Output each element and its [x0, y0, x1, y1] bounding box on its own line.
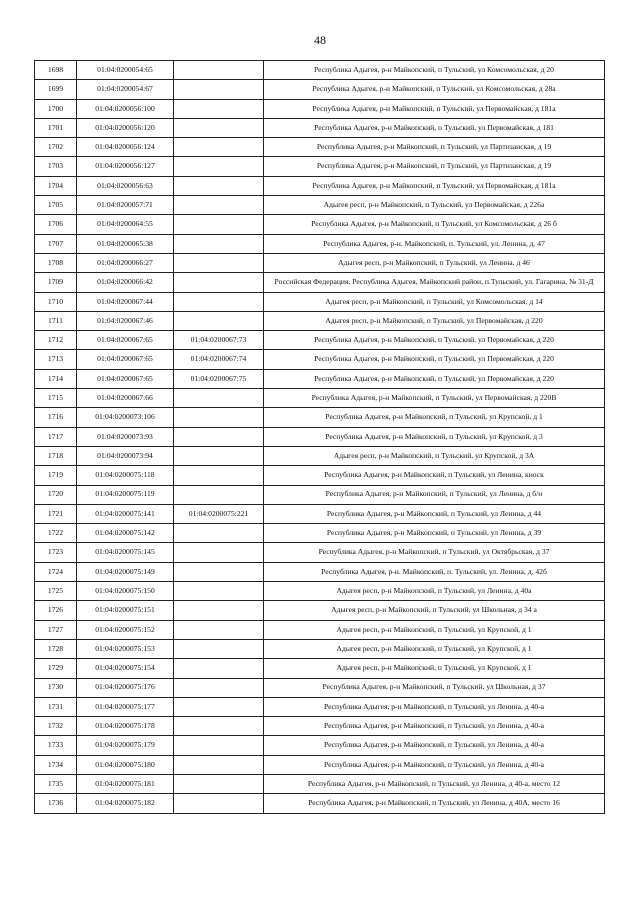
- row-number-cell: 1736: [35, 794, 77, 813]
- address-cell: Республика Адыгея, р-н Майкопский, п Тульский, ул Первомайская, д 181: [264, 118, 605, 137]
- cadastral-number-cell: 01:04:0200054:65: [77, 61, 174, 80]
- cadastral-number-cell: 01:04:0200056:100: [77, 99, 174, 118]
- table-row: [35, 485, 605, 504]
- cadastral-number-cell: 01:04:0200054:67: [77, 80, 174, 99]
- cadastral-number-cell: 01:04:0200075:180: [77, 755, 174, 774]
- related-cadastral-number-cell: [174, 485, 264, 504]
- cadastral-number-cell: 01:04:0200056:63: [77, 176, 174, 195]
- table-row: [35, 427, 605, 446]
- address-cell: Республика Адыгея, р-н Майкопский, п Тульский, ул Партизанская, д 19: [264, 157, 605, 176]
- table-row: [35, 543, 605, 562]
- related-cadastral-number-cell: [174, 196, 264, 215]
- address-cell: Адыгея респ, р-н Майкопский, п Тульский, ул Ленина, д 46: [264, 253, 605, 272]
- related-cadastral-number-cell: [174, 774, 264, 793]
- row-number-cell: 1727: [35, 620, 77, 639]
- cadastral-number-cell: 01:04:0200067:46: [77, 311, 174, 330]
- address-cell: Республика Адыгея, р-н Майкопский, п Тульский, ул Ленина, д 39: [264, 524, 605, 543]
- table-row: [35, 80, 605, 99]
- related-cadastral-number-cell: [174, 138, 264, 157]
- cadastral-number-cell: 01:04:0200075:176: [77, 678, 174, 697]
- table-row: [35, 755, 605, 774]
- address-cell: Республика Адыгея, р-н Майкопский, п Тульский, ул Первомайская, д 220: [264, 350, 605, 369]
- row-number-cell: 1732: [35, 717, 77, 736]
- address-cell: Республика Адыгея, р-н Майкопский, п Тульский, ул Комсомольская, д 28а: [264, 80, 605, 99]
- related-cadastral-number-cell: [174, 427, 264, 446]
- related-cadastral-number-cell: [174, 736, 264, 755]
- table-row: [35, 408, 605, 427]
- row-number-cell: 1719: [35, 466, 77, 485]
- table-row: [35, 118, 605, 137]
- related-cadastral-number-cell: [174, 408, 264, 427]
- cadastral-number-cell: 01:04:0200075:145: [77, 543, 174, 562]
- address-cell: Адыгея респ, р-н Майкопский, п Тульский, ул Ленина, д 40а: [264, 582, 605, 601]
- register-table-body: [35, 61, 605, 814]
- related-cadastral-number-cell: [174, 157, 264, 176]
- table-row: [35, 601, 605, 620]
- table-row: [35, 446, 605, 465]
- page-number: 48: [314, 33, 326, 47]
- table-row: [35, 582, 605, 601]
- row-number-cell: 1721: [35, 504, 77, 523]
- table-row: [35, 99, 605, 118]
- cadastral-number-cell: 01:04:0200073:106: [77, 408, 174, 427]
- table-row: [35, 639, 605, 658]
- related-cadastral-number-cell: [174, 755, 264, 774]
- address-cell: Адыгея респ, р-н Майкопский, п Тульский, ул Первомайская, д 220: [264, 311, 605, 330]
- row-number-cell: 1723: [35, 543, 77, 562]
- address-cell: Республика Адыгея, р-н Майкопский, п Тульский, ул Ленина, киоск: [264, 466, 605, 485]
- row-number-cell: 1726: [35, 601, 77, 620]
- address-cell: Республика Адыгея, р-н. Майкопский, п. Тульский, ул. Ленина, д. 47: [264, 234, 605, 253]
- address-cell: Адыгея респ, р-н Майкопский, п Тульский, ул Первомайская, д 226а: [264, 196, 605, 215]
- address-cell: Республика Адыгея, р-н Майкопский, п Тульский, ул Ленина, д б/н: [264, 485, 605, 504]
- address-cell: Республика Адыгея, р-н Майкопский, п Тульский, ул Ленина, д 40-а: [264, 697, 605, 716]
- row-number-cell: 1713: [35, 350, 77, 369]
- related-cadastral-number-cell: [174, 697, 264, 716]
- table-row: [35, 466, 605, 485]
- address-cell: Республика Адыгея, р-н Майкопский, п Тульский, ул Первомайская, д 220: [264, 369, 605, 388]
- cadastral-number-cell: 01:04:0200067:65: [77, 369, 174, 388]
- row-number-cell: 1728: [35, 639, 77, 658]
- address-cell: Республика Адыгея, р-н Майкопский, п Тульский, ул Ленина, д 40-а: [264, 717, 605, 736]
- related-cadastral-number-cell: 01:04:0200075:221: [174, 504, 264, 523]
- address-cell: Республика Адыгея, р-н Майкопский, п Тульский, ул Ленина, д 40-а, место 12: [264, 774, 605, 793]
- cadastral-number-cell: 01:04:0200066:27: [77, 253, 174, 272]
- related-cadastral-number-cell: [174, 176, 264, 195]
- related-cadastral-number-cell: [174, 678, 264, 697]
- related-cadastral-number-cell: [174, 292, 264, 311]
- row-number-cell: 1733: [35, 736, 77, 755]
- row-number-cell: 1699: [35, 80, 77, 99]
- table-row: [35, 215, 605, 234]
- related-cadastral-number-cell: [174, 389, 264, 408]
- cadastral-number-cell: 01:04:0200066:42: [77, 273, 174, 292]
- table-row: [35, 234, 605, 253]
- cadastral-number-cell: 01:04:0200067:65: [77, 331, 174, 350]
- related-cadastral-number-cell: [174, 466, 264, 485]
- cadastral-number-cell: 01:04:0200075:152: [77, 620, 174, 639]
- related-cadastral-number-cell: [174, 601, 264, 620]
- address-cell: Адыгея респ, р-н Майкопский, п Тульский, ул Комсомольская, д 14: [264, 292, 605, 311]
- table-row: [35, 524, 605, 543]
- related-cadastral-number-cell: [174, 659, 264, 678]
- row-number-cell: 1717: [35, 427, 77, 446]
- table-row: [35, 157, 605, 176]
- address-cell: Республика Адыгея, р-н Майкопский, п Тульский, ул Первомайская, д 181а: [264, 99, 605, 118]
- row-number-cell: 1720: [35, 485, 77, 504]
- table-row: [35, 61, 605, 80]
- related-cadastral-number-cell: [174, 118, 264, 137]
- address-cell: Республика Адыгея, р-н Майкопский, п Тульский, ул Партизанская, д 19: [264, 138, 605, 157]
- row-number-cell: 1731: [35, 697, 77, 716]
- cadastral-number-cell: 01:04:0200075:182: [77, 794, 174, 813]
- row-number-cell: 1700: [35, 99, 77, 118]
- row-number-cell: 1734: [35, 755, 77, 774]
- related-cadastral-number-cell: [174, 253, 264, 272]
- cadastral-number-cell: 01:04:0200067:66: [77, 389, 174, 408]
- related-cadastral-number-cell: [174, 80, 264, 99]
- row-number-cell: 1716: [35, 408, 77, 427]
- table-row: [35, 678, 605, 697]
- cadastral-number-cell: 01:04:0200075:178: [77, 717, 174, 736]
- address-cell: Республика Адыгея, р-н Майкопский, п Тульский, ул Крупской, д 1: [264, 408, 605, 427]
- table-row: [35, 697, 605, 716]
- table-row: [35, 659, 605, 678]
- cadastral-number-cell: 01:04:0200075:149: [77, 562, 174, 581]
- related-cadastral-number-cell: [174, 215, 264, 234]
- cadastral-number-cell: 01:04:0200075:153: [77, 639, 174, 658]
- cadastral-number-cell: 01:04:0200056:127: [77, 157, 174, 176]
- address-cell: Республика Адыгея, р-н Майкопский, п Тульский, ул Ленина, д 40А, место 16: [264, 794, 605, 813]
- address-cell: Адыгея респ, р-н Майкопский, п Тульский, ул Крупской, д 3А: [264, 446, 605, 465]
- related-cadastral-number-cell: [174, 273, 264, 292]
- property-register-table: [34, 60, 605, 814]
- row-number-cell: 1712: [35, 331, 77, 350]
- row-number-cell: 1706: [35, 215, 77, 234]
- related-cadastral-number-cell: [174, 639, 264, 658]
- address-cell: Российская Федерация, Республика Адыгея, Майкопский район, п.Тульский, ул. Гагарина, № 31-Д: [264, 273, 605, 292]
- cadastral-number-cell: 01:04:0200075:179: [77, 736, 174, 755]
- cadastral-number-cell: 01:04:0200056:120: [77, 118, 174, 137]
- related-cadastral-number-cell: [174, 543, 264, 562]
- cadastral-number-cell: 01:04:0200057:71: [77, 196, 174, 215]
- cadastral-number-cell: 01:04:0200065:38: [77, 234, 174, 253]
- related-cadastral-number-cell: [174, 524, 264, 543]
- row-number-cell: 1735: [35, 774, 77, 793]
- row-number-cell: 1724: [35, 562, 77, 581]
- cadastral-number-cell: 01:04:0200075:177: [77, 697, 174, 716]
- address-cell: Республика Адыгея, р-н Майкопский, п Тульский, ул Крупской, д 3: [264, 427, 605, 446]
- table-row: [35, 562, 605, 581]
- row-number-cell: 1704: [35, 176, 77, 195]
- table-row: [35, 311, 605, 330]
- address-cell: Адыгея респ, р-н Майкопский, п Тульский, ул Крупской, д 1: [264, 620, 605, 639]
- table-row: [35, 774, 605, 793]
- row-number-cell: 1707: [35, 234, 77, 253]
- row-number-cell: 1698: [35, 61, 77, 80]
- related-cadastral-number-cell: 01:04:0200067:74: [174, 350, 264, 369]
- table-row: [35, 176, 605, 195]
- cadastral-number-cell: 01:04:0200073:94: [77, 446, 174, 465]
- row-number-cell: 1730: [35, 678, 77, 697]
- related-cadastral-number-cell: [174, 99, 264, 118]
- table-row: [35, 350, 605, 369]
- cadastral-number-cell: 01:04:0200075:119: [77, 485, 174, 504]
- cadastral-number-cell: 01:04:0200067:65: [77, 350, 174, 369]
- table-row: [35, 794, 605, 813]
- table-row: [35, 253, 605, 272]
- related-cadastral-number-cell: [174, 234, 264, 253]
- related-cadastral-number-cell: [174, 620, 264, 639]
- address-cell: Адыгея респ, р-н Майкопский, п Тульский, ул Крупской, д 1: [264, 639, 605, 658]
- address-cell: Республика Адыгея, р-н Майкопский, п Тульский, ул Школьная, д 37: [264, 678, 605, 697]
- address-cell: Республика Адыгея, р-н Майкопский, п Тульский, ул Первомайская, д 220В: [264, 389, 605, 408]
- related-cadastral-number-cell: 01:04:0200067:75: [174, 369, 264, 388]
- cadastral-number-cell: 01:04:0200075:154: [77, 659, 174, 678]
- row-number-cell: 1725: [35, 582, 77, 601]
- address-cell: Республика Адыгея, р-н Майкопский, п Тульский, ул Октябрьская, д 37: [264, 543, 605, 562]
- table-row: [35, 389, 605, 408]
- table-row: [35, 504, 605, 523]
- related-cadastral-number-cell: [174, 311, 264, 330]
- row-number-cell: 1708: [35, 253, 77, 272]
- table-row: [35, 369, 605, 388]
- address-cell: Республика Адыгея, р-н Майкопский, п Тульский, ул Комсомольская, д 20: [264, 61, 605, 80]
- cadastral-number-cell: 01:04:0200075:142: [77, 524, 174, 543]
- row-number-cell: 1718: [35, 446, 77, 465]
- cadastral-number-cell: 01:04:0200056:124: [77, 138, 174, 157]
- table-row: [35, 331, 605, 350]
- table-row: [35, 620, 605, 639]
- related-cadastral-number-cell: [174, 794, 264, 813]
- row-number-cell: 1705: [35, 196, 77, 215]
- address-cell: Адыгея респ, р-н Майкопский, п Тульский, ул Школьная, д 34 а: [264, 601, 605, 620]
- cadastral-number-cell: 01:04:0200073:93: [77, 427, 174, 446]
- address-cell: Республика Адыгея, р-н Майкопский, п Тульский, ул Ленина, д 40-а: [264, 736, 605, 755]
- table-row: [35, 138, 605, 157]
- address-cell: Республика Адыгея, р-н Майкопский, п Тульский, ул Ленина, д 44: [264, 504, 605, 523]
- row-number-cell: 1714: [35, 369, 77, 388]
- cadastral-number-cell: 01:04:0200064:55: [77, 215, 174, 234]
- row-number-cell: 1702: [35, 138, 77, 157]
- table-row: [35, 717, 605, 736]
- cadastral-number-cell: 01:04:0200075:181: [77, 774, 174, 793]
- row-number-cell: 1729: [35, 659, 77, 678]
- address-cell: Республика Адыгея, р-н. Майкопский, п. Тульский, ул. Ленина, д. 42б: [264, 562, 605, 581]
- cadastral-number-cell: 01:04:0200075:141: [77, 504, 174, 523]
- address-cell: Республика Адыгея, р-н Майкопский, п Тульский, ул Первомайская, д 181а: [264, 176, 605, 195]
- address-cell: Адыгея респ, р-н Майкопский, п Тульский, ул Крупской, д 1: [264, 659, 605, 678]
- table-row: [35, 196, 605, 215]
- row-number-cell: 1722: [35, 524, 77, 543]
- row-number-cell: 1701: [35, 118, 77, 137]
- row-number-cell: 1715: [35, 389, 77, 408]
- related-cadastral-number-cell: [174, 562, 264, 581]
- address-cell: Республика Адыгея, р-н Майкопский, п Тульский, ул Ленина, д 40-а: [264, 755, 605, 774]
- cadastral-number-cell: 01:04:0200075:151: [77, 601, 174, 620]
- cadastral-number-cell: 01:04:0200067:44: [77, 292, 174, 311]
- row-number-cell: 1709: [35, 273, 77, 292]
- related-cadastral-number-cell: [174, 717, 264, 736]
- row-number-cell: 1703: [35, 157, 77, 176]
- related-cadastral-number-cell: [174, 446, 264, 465]
- table-row: [35, 736, 605, 755]
- table-row: [35, 292, 605, 311]
- address-cell: Республика Адыгея, р-н Майкопский, п Тульский, ул Первомайская, д 220: [264, 331, 605, 350]
- cadastral-number-cell: 01:04:0200075:150: [77, 582, 174, 601]
- related-cadastral-number-cell: 01:04:0200067:73: [174, 331, 264, 350]
- table-row: [35, 273, 605, 292]
- address-cell: Республика Адыгея, р-н Майкопский, п Тульский, ул Комсомольская, д 26 б: [264, 215, 605, 234]
- row-number-cell: 1711: [35, 311, 77, 330]
- related-cadastral-number-cell: [174, 61, 264, 80]
- cadastral-number-cell: 01:04:0200075:118: [77, 466, 174, 485]
- related-cadastral-number-cell: [174, 582, 264, 601]
- row-number-cell: 1710: [35, 292, 77, 311]
